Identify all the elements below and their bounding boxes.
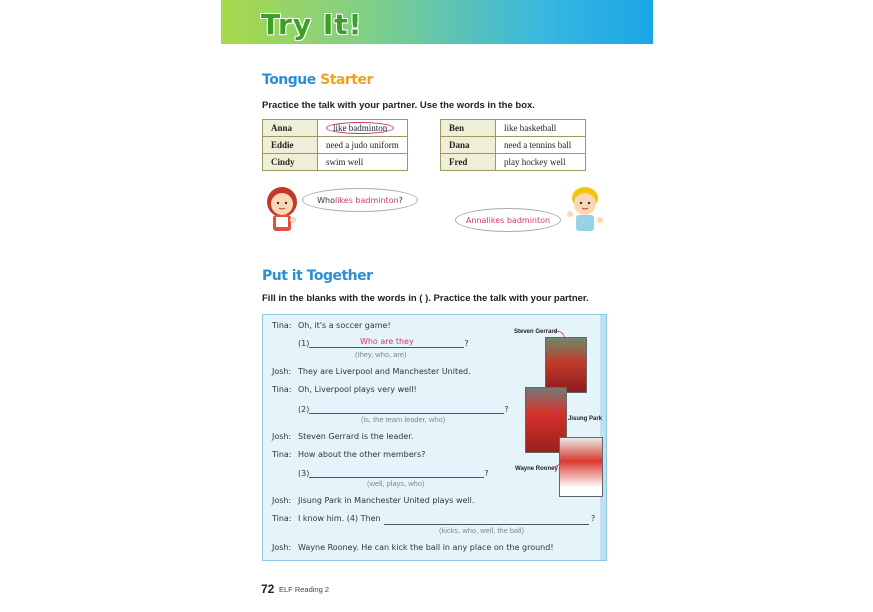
word-box-name: Ben xyxy=(441,120,496,137)
word-box-name: Anna xyxy=(263,120,318,137)
title-banner xyxy=(221,0,653,44)
question-mark: ? xyxy=(591,514,596,523)
question-mark: ? xyxy=(484,469,489,478)
girl-illustration xyxy=(261,184,303,234)
dialogue-panel xyxy=(262,314,607,561)
line-text: I know him. (4) Then xyxy=(298,514,381,523)
word-box-value: swim well xyxy=(318,154,408,171)
together-instruction: Fill in the blanks with the words in ( ). Practice the talk with your partner. xyxy=(262,293,589,304)
hint: (kicks, who, well, the ball) xyxy=(439,526,525,535)
blank-number: (1) xyxy=(298,339,310,348)
word-box-name: Eddie xyxy=(263,137,318,154)
hint: (is, the team leader, who) xyxy=(361,415,446,424)
workbook-page xyxy=(221,0,653,612)
boy-illustration xyxy=(563,184,607,234)
bubble-highlight: likes badminton xyxy=(486,215,551,225)
line-text: They are Liverpool and Manchester United. xyxy=(298,367,471,376)
word-box-value: need a judo uniform xyxy=(318,137,408,154)
tongue-title-part1: Tongue xyxy=(262,72,321,88)
word-box-name: Cindy xyxy=(263,154,318,171)
word-box-value: need a tennins ball xyxy=(496,137,586,154)
caption-pointers xyxy=(263,315,606,560)
question-mark: ? xyxy=(504,405,509,414)
speaker: Tina: xyxy=(272,514,292,523)
bubble-highlight: likes badminton xyxy=(334,195,399,205)
speaker: Tina: xyxy=(272,321,292,330)
word-box-value: like basketball xyxy=(496,120,586,137)
page-number: 72 xyxy=(261,582,275,596)
answer-circle: like badminton xyxy=(326,122,394,134)
word-box-value xyxy=(318,120,408,137)
question-bubble xyxy=(302,188,418,212)
bubble-text: Who xyxy=(317,195,335,205)
put-it-together-title: Put it Together xyxy=(262,268,373,284)
blank-number: (2) xyxy=(298,405,310,414)
hint: (they, who, are) xyxy=(355,350,407,359)
line-text: Wayne Rooney. He can kick the ball in any place on the ground! xyxy=(298,543,554,552)
bubble-highlight: Anna xyxy=(465,215,487,225)
answer-bubble xyxy=(455,208,561,232)
book-title: ELF Reading 2 xyxy=(279,585,330,594)
line-text: Oh, it's a soccer game! xyxy=(298,321,391,330)
bubble-text: ? xyxy=(398,195,403,205)
question-mark: ? xyxy=(464,339,469,348)
speaker: Josh: xyxy=(272,543,292,552)
speaker: Josh: xyxy=(272,496,292,505)
answer-blank[interactable]: Who are they xyxy=(309,337,464,348)
tongue-title-part2: Starter xyxy=(320,72,373,88)
tongue-instruction: Practice the talk with your partner. Use the words in the box. xyxy=(262,100,535,111)
caption-rooney: Wayne Rooney xyxy=(515,466,558,472)
page-title: Try It! xyxy=(261,8,363,41)
word-box-value: play hockey well xyxy=(496,154,586,171)
word-box-name: Fred xyxy=(441,154,496,171)
line-text: Oh, Liverpool plays very well! xyxy=(298,385,417,394)
speaker: Josh: xyxy=(272,432,292,441)
speaker: Josh: xyxy=(272,367,292,376)
line-text: Steven Gerrard is the leader. xyxy=(298,432,414,441)
word-box-right xyxy=(440,119,586,171)
word-box-left xyxy=(262,119,408,171)
caption-gerrard: Steven Gerrard xyxy=(514,329,558,335)
word-box-name: Dana xyxy=(441,137,496,154)
hint: (well, plays, who) xyxy=(367,479,425,488)
speaker: Tina: xyxy=(272,450,292,459)
blank-number: (3) xyxy=(298,469,310,478)
tongue-starter-title xyxy=(262,72,373,88)
line-text: How about the other members? xyxy=(298,450,426,459)
line-text: Jisung Park in Manchester United plays well. xyxy=(298,496,475,505)
caption-park: Jisung Park xyxy=(568,416,603,422)
speaker: Tina: xyxy=(272,385,292,394)
